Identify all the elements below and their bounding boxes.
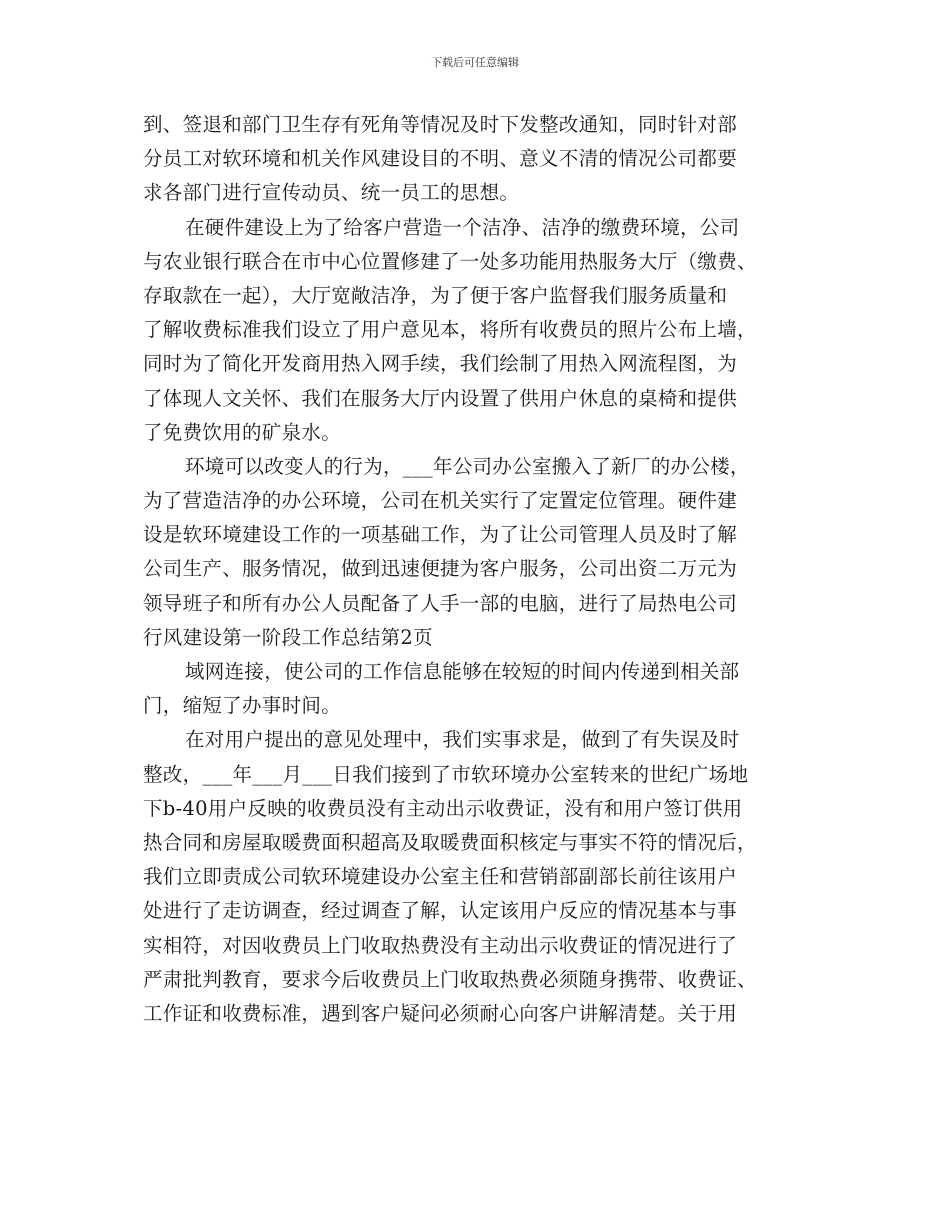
paragraph-first-line: 域网连接，使公司的工作信息能够在较短的时间内传递到相关部 bbox=[185, 660, 740, 683]
text-line: 行风建设第一阶段工作总结第2页 bbox=[143, 625, 433, 649]
text-line: 为了营造洁净的办公环境，公司在机关实行了定置定位管理。硬件建 bbox=[143, 489, 738, 513]
text-line: 求各部门进行宣传动员、统一员工的思想。 bbox=[143, 181, 520, 205]
text-line: 整改，___年___月___日我们接到了市软环境办公室转来的世纪广场地 bbox=[143, 762, 749, 786]
page-header-note: 下载后可任意编辑 bbox=[431, 56, 519, 69]
paragraph-first-line: 在硬件建设上为了给客户营造一个洁净、洁净的缴费环境，公司 bbox=[185, 215, 740, 239]
text-line: 实相符，对因收费员上门收取热费没有主动出示收费证的情况进行了 bbox=[143, 933, 738, 957]
text-line: 领导班子和所有办公人员配备了人手一部的电脑，进行了局热电公司 bbox=[143, 591, 738, 615]
paragraph-first-line: 在对用户提出的意见处理中，我们实事求是，做到了有失误及时 bbox=[185, 728, 740, 752]
text-line: 存取款在一起），大厅宽敞洁净，为了便于客户监督我们服务质量和 bbox=[143, 283, 728, 307]
text-line: 设是软环境建设工作的一项基础工作，为了让公司管理人员及时了解 bbox=[143, 523, 738, 547]
text-line: 门，缩短了办事时间。 bbox=[143, 694, 342, 718]
text-line: 热合同和房屋取暖费面积超高及取暖费面积核定与事实不符的情况后， bbox=[143, 830, 757, 854]
text-line: 了免费饮用的矿泉水。 bbox=[143, 420, 342, 444]
text-line: 与农业银行联合在市中心位置修建了一处多功能用热服务大厅（缴费、 bbox=[143, 249, 757, 273]
document-body bbox=[143, 108, 813, 1031]
text-line: 分员工对软环境和机关作风建设目的不明、意义不清的情况公司都要 bbox=[143, 147, 738, 171]
text-line: 公司生产、服务情况，做到迅速便捷为客户服务，公司出资二万元为 bbox=[143, 557, 738, 581]
text-line: 我们立即责成公司软环境建设办公室主任和营销部副部长前往该用户 bbox=[143, 865, 738, 889]
text-line: 下b-40用户反映的收费员没有主动出示收费证，没有和用户签订供用 bbox=[143, 796, 743, 820]
text-line: 同时为了简化开发商用热入网手续，我们绘制了用热入网流程图，为 bbox=[143, 352, 738, 376]
text-line: 了解收费标准我们设立了用户意见本，将所有收费员的照片公布上墙， bbox=[143, 318, 757, 342]
text-line: 严肃批判教育，要求今后收费员上门收取热费必须随身携带、收费证、 bbox=[143, 967, 757, 991]
text-line: 工作证和收费标准，遇到客户疑问必须耐心向客户讲解清楚。关于用 bbox=[143, 1001, 738, 1025]
text-line: 到、签退和部门卫生存有死角等情况及时下发整改通知，同时针对部 bbox=[143, 113, 738, 136]
text-line: 了体现人文关怀、我们在服务大厅内设置了供用户休息的桌椅和提供 bbox=[143, 386, 738, 410]
text-line: 处进行了走访调查，经过调查了解，认定该用户反应的情况基本与事 bbox=[143, 899, 738, 923]
paragraph-first-line: 环境可以改变人的行为，___年公司办公室搬入了新厂的办公楼， bbox=[185, 454, 750, 478]
